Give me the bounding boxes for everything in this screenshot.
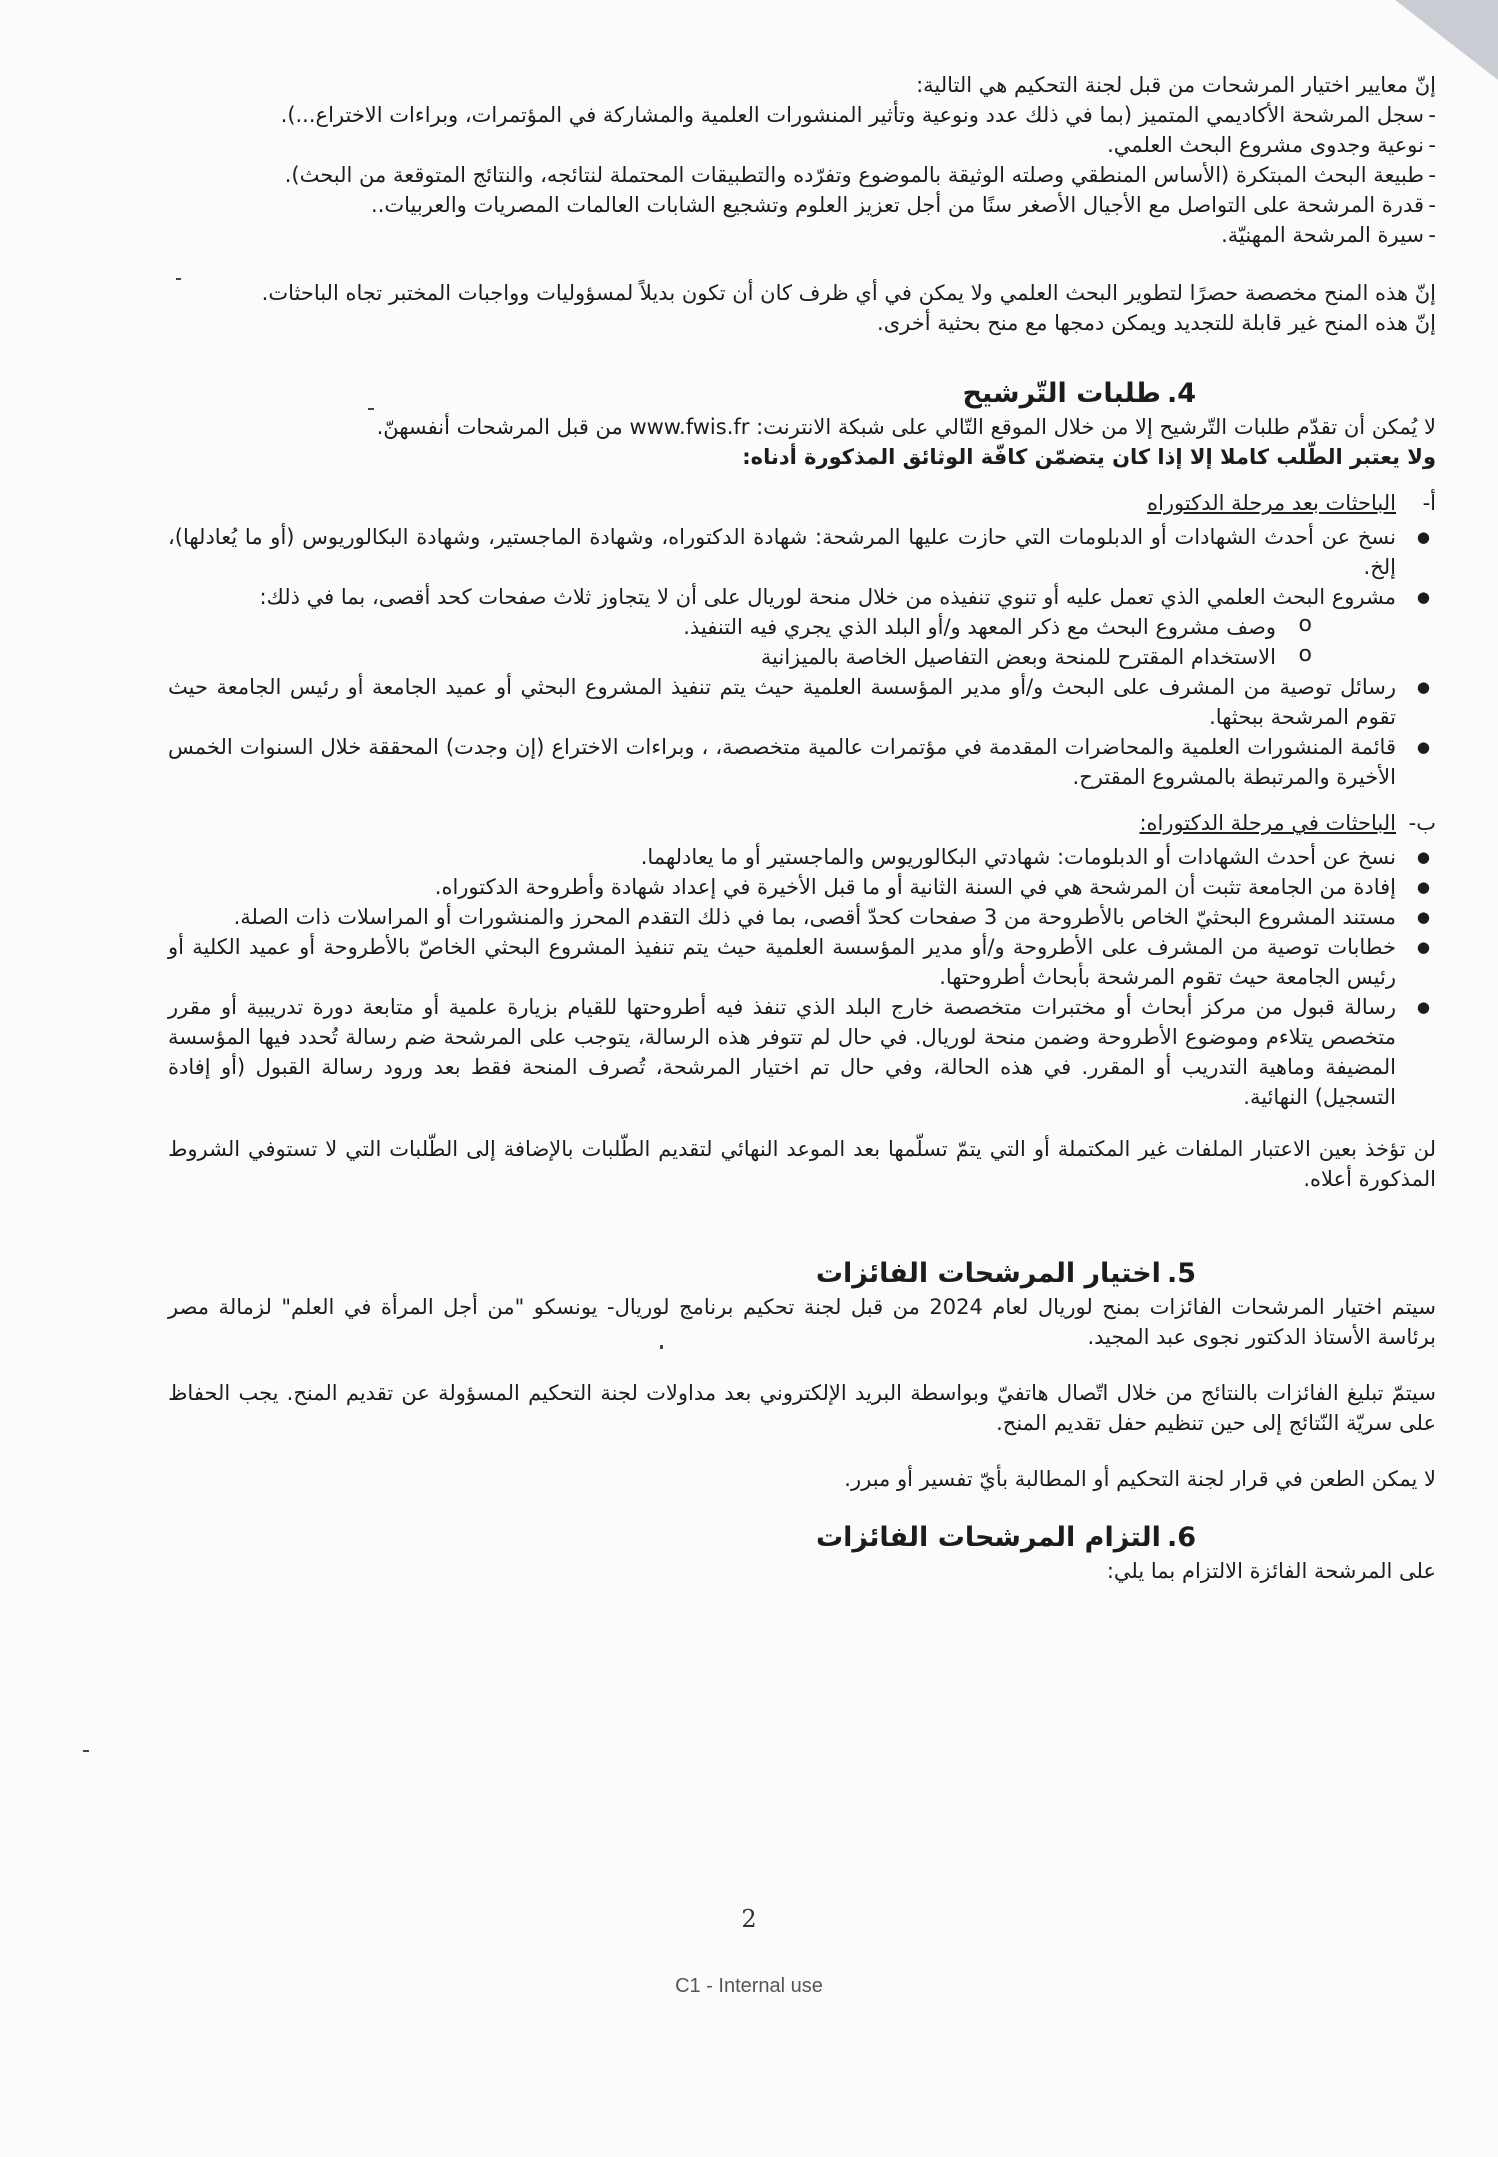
section-number: 4. <box>1166 378 1196 409</box>
scan-speck <box>176 278 181 280</box>
subsection-letter: أ- <box>1422 491 1436 515</box>
section-4-paragraph: لا يُمكن أن تقدّم طلبات التّرشيح إلا من خلال الموقع التّالي على شبكة الانترنت: www.fwis.fr من قبل المرشحات أنفسهنّ. <box>376 415 1436 439</box>
section-5-heading <box>168 1256 1436 1292</box>
section-5-paragraph: لا يمكن الطعن في قرار لجنة التحكيم أو المطالبة بأيّ تفسير أو مبرر. <box>844 1467 1436 1491</box>
criteria-intro: إنّ معايير اختيار المرشحات من قبل لجنة التحكيم هي التالية: <box>916 73 1436 97</box>
section-4-requirement: ولا يعتبر الطّلب كاملا إلا إذا كان يتضمّن كافّة الوثائق المذكورة أدناه: <box>742 445 1436 469</box>
section-number: 5. <box>1166 1258 1196 1289</box>
page-corner-fold <box>1395 0 1498 80</box>
criteria-item: - قدرة المرشحة على التواصل مع الأجيال الأصغر سنًا من أجل تعزيز العلوم وتشجيع الشابات العالمات المصريات والعربيات.. <box>168 190 1436 220</box>
subsection-letter: ب- <box>1408 811 1436 835</box>
criteria-list <box>168 100 1436 250</box>
section-5-paragraph: سيتم اختيار المرشحات الفائزات بمنح لوريال لعام 2024 من قبل لجنة تحكيم برنامج لوريال- يونسكو "من أجل المرأة في العلم" لزمالة مصر برئاسة الأستاذ الدكتور نجوى عبد المجيد. <box>168 1295 1436 1349</box>
subsection-b-heading <box>168 808 1436 838</box>
list-item: ● خطابات توصية من المشرف على الأطروحة و/أو مدير المؤسسة العلمية حيث يتم تنفيذ المشروع البحثي الخاصّ بالأطروحة أو عميد الكلية أو رئيس الجامعة حيث تقوم المرشحة بأبحاث أطروحتها. <box>168 932 1436 992</box>
section-title: التزام المرشحات الفائزات <box>816 1522 1161 1553</box>
page-number: 2 <box>741 1905 757 1933</box>
classification-label: C1 - Internal use <box>675 1975 823 1997</box>
list-item: ● رسائل توصية من المشرف على البحث و/أو مدير المؤسسة العلمية حيث يتم تنفيذ المشروع البحثي أو عميد الجامعة أو رئيس الجامعة حيث تقوم المرشحة ببحثها. <box>168 672 1436 732</box>
document-body <box>168 70 1436 1586</box>
criteria-item: - سيرة المرشحة المهنيّة. <box>168 220 1436 250</box>
list-item: ● قائمة المنشورات العلمية والمحاضرات المقدمة في مؤتمرات عالمية متخصصة، ، وبراءات الاختراع (إن وجدت) المحققة خلال السنوات الخمس الأخيرة والمرتبطة بالمشروع المقترح. <box>168 732 1436 792</box>
section-6-paragraph: على المرشحة الفائزة الالتزام بما يلي: <box>1106 1559 1436 1583</box>
list-item: ● نسخ عن أحدث الشهادات أو الدبلومات التي حازت عليها المرشحة: شهادة الدكتوراه، وشهادة الماجستير، وشهادة البكالوريوس (أو ما يُعادلها)، إلخ. <box>168 522 1436 582</box>
subsection-b-list <box>168 842 1436 1112</box>
nested-list-item: o الاستخدام المقترح للمنحة وبعض التفاصيل الخاصة بالميزانية <box>168 642 1316 672</box>
list-item: ● رسالة قبول من مركز أبحاث أو مختبرات متخصصة خارج البلد الذي تنفذ فيه أطروحتها للقيام بزيارة علمية أو متابعة دورة تدريبية أو مقرر متخصص يتلاءم وموضوع الأطروحة وضمن منحة لوريال. في حال لم تتوفر هذه الرسالة، يتوجب على المرشحة ضم رسالة تُحدد فيها المؤسسة المضيفة وماهية التدريب أو المقرر. في هذه الحالة، وفي حال تم اختيار المرشحة، تُصرف المنحة فقط بعد ورود رسالة القبول (أو إفادة التسجيل) النهائية. <box>168 992 1436 1112</box>
scan-speck <box>83 1750 89 1752</box>
section-number: 6. <box>1166 1522 1196 1553</box>
nested-list-item: o وصف مشروع البحث مع ذكر المعهد و/أو البلد الذي يجري فيه التنفيذ. <box>168 612 1316 642</box>
section-4-heading <box>168 376 1436 412</box>
nested-list <box>168 612 1396 672</box>
scan-speck <box>660 1345 663 1349</box>
criteria-item: - سجل المرشحة الأكاديمي المتميز (بما في ذلك عدد ونوعية وتأثير المنشورات العلمية والمشاركة في المؤتمرات، وبراءات الاختراع...). <box>168 100 1436 130</box>
subsection-title: الباحثات في مرحلة الدكتوراه: <box>1139 811 1396 835</box>
subsection-a-list <box>168 522 1436 792</box>
list-item-text: مشروع البحث العلمي الذي تعمل عليه أو تنوي تنفيذه من خلال منحة لوريال على أن لا يتجاوز ثلاث صفحات كحد أقصى، بما في ذلك: <box>259 585 1396 609</box>
list-item: ● نسخ عن أحدث الشهادات أو الدبلومات: شهادتي البكالوريوس والماجستير أو ما يعادلهما. <box>168 842 1436 872</box>
list-item: ● إفادة من الجامعة تثبت أن المرشحة هي في السنة الثانية أو ما قبل الأخيرة في إعداد شهادة وأطروحة الدكتوراه. <box>168 872 1436 902</box>
criteria-item: - نوعية وجدوى مشروع البحث العلمي. <box>168 130 1436 160</box>
subsection-title: الباحثات بعد مرحلة الدكتوراه <box>1147 491 1396 515</box>
section-6-heading <box>168 1520 1436 1556</box>
section-5-paragraph: سيتمّ تبليغ الفائزات بالنتائج من خلال اتّصال هاتفيّ وبواسطة البريد الإلكتروني بعد مداولات لجنة التحكيم المسؤولة عن تقديم المنح. يجب الحفاظ على سريّة النّتائج إلى حين تنظيم حفل تقديم المنح. <box>168 1381 1436 1435</box>
scan-speck <box>368 408 374 410</box>
subsection-a-heading <box>168 488 1436 518</box>
criteria-item: - طبيعة البحث المبتكرة (الأساس المنطقي وصلته الوثيقة بالموضوع وتفرّده والتطبيقات المحتملة لنتائجه، والنتائج المتوقعة من البحث). <box>168 160 1436 190</box>
section-title: اختيار المرشحات الفائزات <box>815 1258 1161 1289</box>
grant-note: إنّ هذه المنح غير قابلة للتجديد ويمكن دمجها مع منح بحثية أخرى. <box>877 311 1436 335</box>
section-4-closing: لن تؤخذ بعين الاعتبار الملفات غير المكتملة أو التي يتمّ تسلّمها بعد الموعد النهائي لتقديم الطّلبات بالإضافة إلى الطّلبات التي لا تستوفي الشروط المذكورة أعلاه. <box>168 1137 1436 1191</box>
list-item <box>168 582 1436 672</box>
section-title: طلبات التّرشيح <box>962 378 1161 409</box>
list-item: ● مستند المشروع البحثيّ الخاص بالأطروحة من 3 صفحات كحدّ أقصى، بما في ذلك التقدم المحرز والمنشورات أو المراسلات ذات الصلة. <box>168 902 1436 932</box>
grant-note: إنّ هذه المنح مخصصة حصرًا لتطوير البحث العلمي ولا يمكن في أي ظرف كان أن تكون بديلاً لمسؤوليات وواجبات المختبر تجاه الباحثات. <box>261 281 1436 305</box>
